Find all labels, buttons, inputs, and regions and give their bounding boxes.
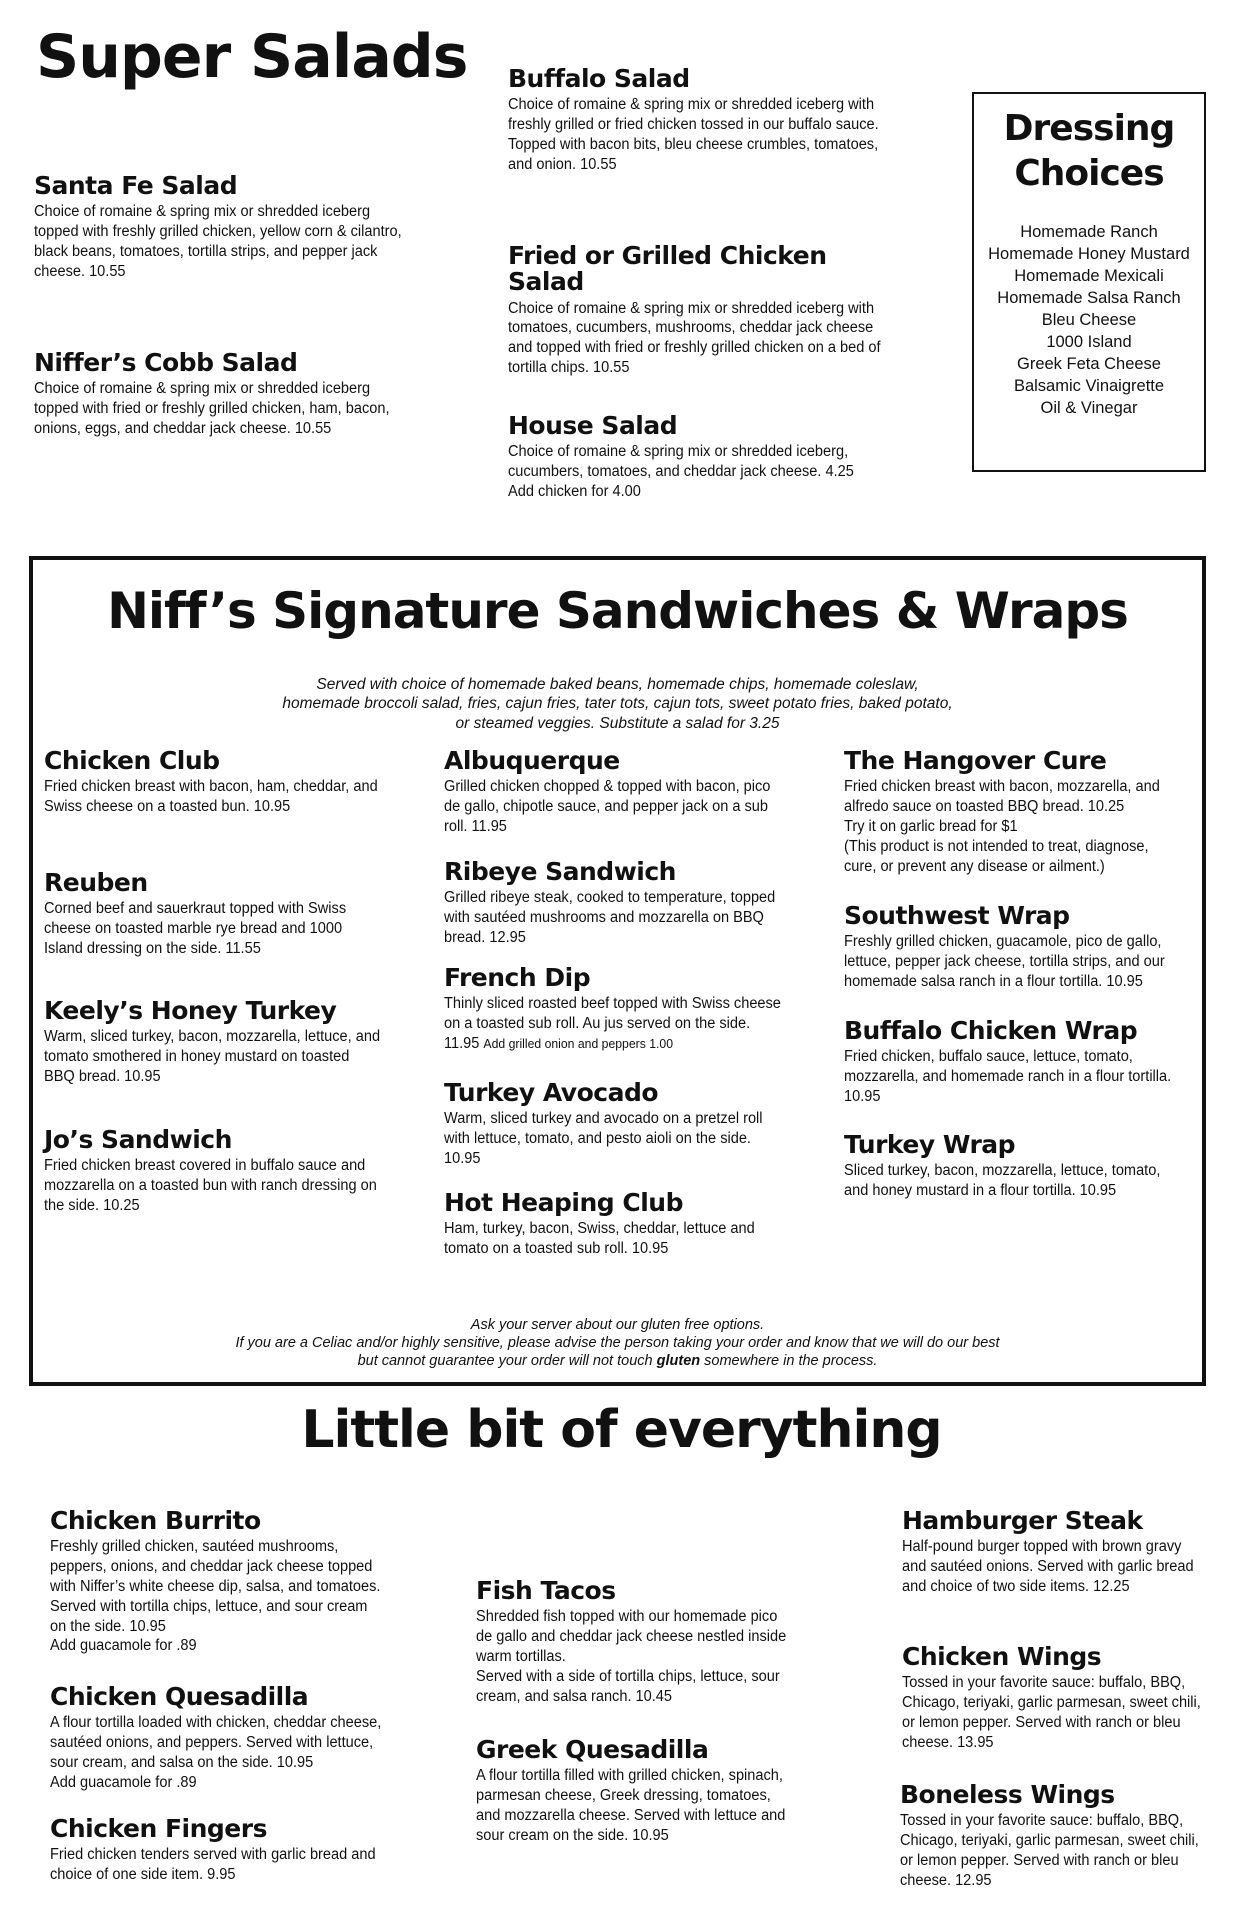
item-title: Ribeye Sandwich [444, 857, 676, 886]
dressing-item: Balsamic Vinaigrette [1013, 376, 1165, 395]
item-description: Tossed in your favorite sauce: buffalo, BBQ, Chicago, teriyaki, garlic parmesan, sweet chili, or lemon pepper. Served with ranch or bleu cheese. 13.95 [902, 1674, 1201, 1751]
dressing-title-line: Choices [1014, 153, 1164, 194]
menu-item [844, 748, 1194, 876]
item-extra: Add guacamole for .89 [50, 1773, 197, 1791]
menu-item [844, 1018, 1194, 1107]
menu-item [476, 1737, 816, 1846]
item-description: Choice of romaine & spring mix or shredded iceberg with tomatoes, cucumbers, mushrooms, cheddar jack cheese and topped with fried or freshly grilled chicken on a bed of tortilla chips. 10.55 [508, 299, 881, 376]
gluten-line: Ask your server about our gluten free options. [470, 1317, 765, 1333]
item-description: Choice of romaine & spring mix or shredded iceberg with freshly grilled or fried chicken tossed in our buffalo sauce. Topped with bacon bits, bleu cheese crumbles, tomatoes, and onion. 10.55 [508, 96, 879, 173]
item-title: Chicken Wings [902, 1642, 1102, 1671]
item-extra: Try it on garlic bread for $1 [844, 817, 1018, 835]
item-description: Choice of romaine & spring mix or shredded iceberg topped with fried or freshly grilled chicken, ham, bacon, onions, eggs, and cheddar jack cheese. 10.55 [34, 380, 390, 437]
menu-item [44, 870, 404, 959]
item-description-text: Thinly sliced roasted beef topped with Swiss cheese on a toasted sub roll. Au jus served on the side. 11.95 [444, 995, 781, 1052]
gluten-line: If you are a Celiac and/or highly sensitive, please advise the person taking your order and know that we will do our best [235, 1335, 1000, 1352]
item-title: House Salad [508, 411, 678, 440]
menu-item [508, 413, 908, 502]
item-description: Tossed in your favorite sauce: buffalo, BBQ, Chicago, teriyaki, garlic parmesan, sweet chili, or lemon pepper. Served with ranch or bleu cheese. 12.95 [900, 1812, 1199, 1889]
gluten-notice [29, 1316, 1206, 1370]
item-extra: Add grilled onion and peppers 1.00 [483, 1035, 673, 1051]
intro-line: or steamed veggies. Substitute a salad for 3.25 [455, 714, 780, 732]
sandwiches-heading: Niff’s Signature Sandwiches & Wraps [107, 582, 1128, 640]
menu-item [476, 1578, 816, 1706]
item-title: Hamburger Steak [902, 1506, 1143, 1535]
menu-item [844, 1132, 1194, 1201]
menu-item [34, 350, 434, 439]
menu-item [44, 1127, 404, 1216]
item-title: Greek Quesadilla [476, 1735, 709, 1764]
item-description: Freshly grilled chicken, sautéed mushrooms, peppers, onions, and cheddar jack cheese topped with Niffer’s white cheese dip, salsa, and tomatoes. Served with tortilla chips, lettuce, and sour cream on the side. 10.95 [50, 1538, 381, 1635]
menu-item [844, 903, 1194, 992]
item-title: French Dip [444, 963, 591, 992]
little-heading: Little bit of everything [301, 1400, 942, 1460]
item-description: Fried chicken tenders served with garlic bread and choice of one side item. 9.95 [50, 1846, 376, 1884]
item-description: A flour tortilla loaded with chicken, cheddar cheese, sautéed onions, and peppers. Served with lettuce, sour cream, and salsa on the side. 10.95 [50, 1714, 382, 1771]
item-title: Fried or Grilled Chicken Salad [508, 241, 827, 297]
dressing-title-line: Dressing [1003, 108, 1175, 149]
item-title: Hot Heaping Club [444, 1188, 683, 1217]
sandwiches-intro [29, 675, 1206, 733]
dressing-item: Homemade Mexicali [1014, 266, 1164, 285]
menu-item [444, 1080, 804, 1169]
item-description: Shredded fish topped with our homemade pico de gallo and cheddar jack cheese nestled inside warm tortillas. [476, 1608, 787, 1665]
dressing-item: Greek Feta Cheese [1017, 354, 1161, 373]
item-title: Reuben [44, 868, 148, 897]
menu-item [444, 748, 804, 837]
item-extra: Add chicken for 4.00 [508, 482, 641, 500]
item-description [444, 994, 782, 1053]
item-description: Ham, turkey, bacon, Swiss, cheddar, lettuce and tomato on a toasted sub roll. 10.95 [444, 1220, 755, 1258]
item-title: Chicken Quesadilla [50, 1682, 309, 1711]
menu-item [444, 965, 804, 1054]
dressing-item: Homemade Ranch [1020, 223, 1158, 241]
dressing-item: Homemade Salsa Ranch [997, 288, 1181, 307]
intro-line: Served with choice of homemade baked beans, homemade chips, homemade coleslaw, [316, 676, 919, 693]
menu-item [50, 1684, 405, 1793]
menu-item [444, 1190, 804, 1259]
item-title: Chicken Burrito [50, 1506, 261, 1535]
item-title: Buffalo Chicken Wrap [844, 1016, 1138, 1045]
item-description: Grilled chicken chopped & topped with bacon, pico de gallo, chipotle sauce, and pepper jack on a sub roll. 11.95 [444, 778, 771, 835]
item-description: Sliced turkey, bacon, mozzarella, lettuce, tomato, and honey mustard in a flour tortilla. 10.95 [844, 1162, 1161, 1200]
menu-item [34, 173, 434, 282]
dressing-item: Oil & Vinegar [1040, 398, 1138, 417]
item-description: Choice of romaine & spring mix or shredded iceberg, cucumbers, tomatoes, and cheddar jack cheese. 4.25 [508, 443, 854, 481]
item-note: (This product is not intended to treat, diagnose, cure, or prevent any disease or ailment.) [844, 837, 1149, 875]
item-description: Fried chicken breast with bacon, mozzarella, and alfredo sauce on toasted BBQ bread. 10.25 [844, 778, 1160, 816]
item-description: A flour tortilla filled with grilled chicken, spinach, parmesan cheese, Greek dressing, tomatoes, and mozzarella cheese. Served with lettuce and sour cream on the side. 10.95 [476, 1767, 786, 1844]
dressing-item: 1000 Island [1046, 332, 1132, 351]
item-extra: Add guacamole for .89 [50, 1637, 197, 1655]
item-title: Chicken Fingers [50, 1814, 267, 1843]
menu-item [902, 1508, 1222, 1597]
menu-item [44, 998, 404, 1087]
item-title: Buffalo Salad [508, 64, 690, 93]
item-extra: Served with a side of tortilla chips, lettuce, sour cream, and salsa ranch. 10.45 [476, 1667, 780, 1705]
menu-item [902, 1644, 1222, 1753]
item-title: Fish Tacos [476, 1576, 616, 1605]
item-description: Corned beef and sauerkraut topped with Swiss cheese on toasted marble rye bread and 1000 Island dressing on the side. 11.55 [44, 900, 347, 957]
dressing-title [974, 106, 1204, 196]
menu-item [44, 748, 404, 817]
item-title: Turkey Wrap [844, 1130, 1016, 1159]
salads-heading: Super Salads [36, 22, 468, 92]
item-title: The Hangover Cure [844, 746, 1107, 775]
item-description: Grilled ribeye steak, cooked to temperature, topped with sautéed mushrooms and mozzarella on BBQ bread. 12.95 [444, 889, 776, 946]
menu-item [508, 243, 908, 378]
item-description: Freshly grilled chicken, guacamole, pico de gallo, lettuce, pepper jack cheese, tortilla strips, and our homemade salsa ranch in a flour tortilla. 10.95 [844, 933, 1165, 990]
item-description: Fried chicken breast with bacon, ham, cheddar, and Swiss cheese on a toasted bun. 10.95 [44, 778, 378, 816]
item-title: Albuquerque [444, 746, 620, 775]
item-title: Jo’s Sandwich [44, 1125, 232, 1154]
dressing-item: Homemade Honey Mustard [988, 244, 1190, 263]
menu-item [444, 859, 804, 948]
intro-line: homemade broccoli salad, fries, cajun fries, tater tots, cajun tots, sweet potato fries, baked potato, [282, 695, 953, 713]
item-description: Fried chicken breast covered in buffalo sauce and mozzarella on a toasted bun with ranch dressing on the side. 10.25 [44, 1157, 377, 1214]
item-title: Southwest Wrap [844, 901, 1070, 930]
item-title: Boneless Wings [900, 1780, 1115, 1809]
item-title: Santa Fe Salad [34, 171, 238, 200]
dressing-item: Bleu Cheese [1041, 310, 1137, 329]
item-description: Warm, sliced turkey and avocado on a pretzel roll with lettuce, tomato, and pesto aioli on the side. 10.95 [444, 1110, 763, 1167]
menu-item [50, 1816, 405, 1885]
item-title: Niffer’s Cobb Salad [34, 348, 298, 377]
menu-item [50, 1508, 405, 1656]
item-description: Warm, sliced turkey, bacon, mozzarella, lettuce, and tomato smothered in honey mustard on toasted BBQ bread. 10.95 [44, 1028, 381, 1085]
item-description: Half-pound burger topped with brown gravy and sautéed onions. Served with garlic bread and choice of two side items. 12.25 [902, 1538, 1194, 1595]
item-description: Fried chicken, buffalo sauce, lettuce, tomato, mozzarella, and homemade ranch in a flour tortilla. 10.95 [844, 1048, 1172, 1105]
dressing-choices-box [972, 92, 1206, 472]
menu-item [900, 1782, 1222, 1891]
item-title: Keely’s Honey Turkey [44, 996, 337, 1025]
item-description: Choice of romaine & spring mix or shredded iceberg topped with freshly grilled chicken, yellow corn & cilantro, black beans, tomatoes, tortilla strips, and pepper jack cheese. 10.55 [34, 203, 402, 280]
dressing-list [974, 222, 1204, 419]
menu-item [508, 66, 908, 175]
item-title: Turkey Avocado [444, 1078, 659, 1107]
gluten-text: but cannot guarantee your order will not touch [357, 1353, 653, 1370]
gluten-line [29, 1352, 1206, 1370]
gluten-text: somewhere in the process. [704, 1353, 878, 1370]
item-title: Chicken Club [44, 746, 220, 775]
gluten-emphasis: gluten [656, 1353, 701, 1370]
